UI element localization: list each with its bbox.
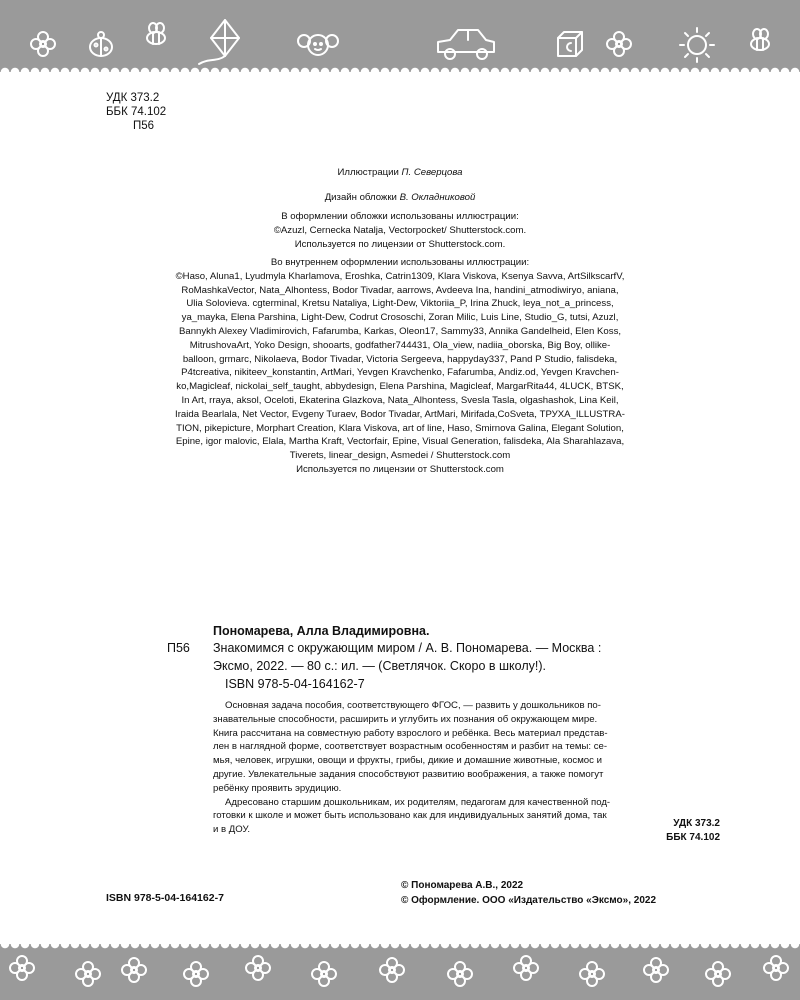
- car-icon: [438, 30, 494, 59]
- author-heading: Пономарева, Алла Владимировна.: [213, 624, 430, 638]
- annotation-line: знавательные способности, расширить и углубить их познания об окружающем мире.: [213, 713, 598, 725]
- cover-designer-name: В. Окладниковой: [399, 192, 476, 203]
- credit-line: Ulia Solovieva. cgterminal, Kretsu Nataliya, Light-Dew, Viktoriia_P, Irina Zhuck, leya_not_a_princess,: [186, 298, 614, 310]
- credit-line: Bannykh Alexey Vladimirovich, Fafarumba, Karkas, Oleon17, Sammy33, Annika Gandelheid, Elen Koss,: [178, 325, 622, 337]
- annotation-line: Книга рассчитана на совместную работу взрослого и ребёнка. Весь материал представ-: [213, 727, 608, 739]
- kite-icon: [199, 20, 239, 64]
- cover-design-credit: [150, 191, 650, 205]
- cover-design-label: Дизайн обложки: [324, 192, 400, 203]
- classification-codes-top: [106, 91, 166, 133]
- bee-icon: [751, 29, 769, 50]
- bbk-code: ББК 74.102: [666, 832, 720, 843]
- flower-icon: [246, 956, 270, 980]
- copyright-design: © Оформление. ООО «Издательство «Эксмо», 2022: [401, 895, 657, 906]
- author-sign-code: П56: [167, 641, 190, 655]
- ladybug-icon: [90, 32, 112, 56]
- bbk-code: ББК 74.102: [106, 106, 167, 118]
- credit-line: ©Haso, Aluna1, Lyudmyla Kharlamova, Eroshka, Catrin1309, Klara Viskova, Ksenya Savva, ArtSilkscarfV,: [175, 270, 625, 282]
- credit-line: Во внутреннем оформлении использованы иллюстрации:: [270, 257, 530, 268]
- illustrations-label: Иллюстрации: [337, 167, 402, 178]
- credit-line: В оформлении обложки использованы иллюстрации:: [281, 211, 519, 222]
- credit-line: RoMashkaVector, Nata_Alhontess, Bodor Tivadar, aarrows, Avdeeva Ina, handini_atmodiwiryo, aniana,: [181, 284, 619, 296]
- flower-icon: [580, 962, 604, 986]
- udk-code: УДК 373.2: [673, 818, 720, 829]
- illustrations-credit: [150, 166, 650, 180]
- flower-icon: [10, 956, 34, 980]
- flower-icon: [31, 32, 55, 56]
- credit-line: Используется по лицензии от Shutterstock.com.: [294, 238, 506, 250]
- annotation-line: лен в наглядной форме, соответствует возрастным особенностям и разбит на темы: се-: [213, 741, 608, 753]
- flower-icon: [448, 962, 472, 986]
- footer-doodles: [0, 944, 800, 1000]
- flower-icon: [76, 962, 100, 986]
- block-icon: [558, 32, 582, 56]
- flower-icon: [607, 32, 631, 56]
- copyright-author: © Пономарева А.В., 2022: [401, 880, 524, 891]
- flower-icon: [184, 962, 208, 986]
- copyright-block: [401, 878, 656, 908]
- illustrator-name: П. Северцова: [401, 167, 463, 178]
- annotation-line: и в ДОУ.: [213, 824, 251, 836]
- credit-line: Epine, igor malovic, Elala, Martha Kraft, Vectorfair, Epine, Visual Generation, falisdeka, Ala Sharahlazava,: [175, 436, 625, 448]
- flower-icon: [514, 956, 538, 980]
- footer-decorative-band: [0, 944, 800, 1000]
- annotation-line: Адресовано старшим дошкольникам, их родителям, педагогам для качественной под-: [225, 796, 611, 808]
- sun-icon: [680, 28, 714, 62]
- credit-line: ko,Magicleaf, nickolai_self_taught, abbydesign, Elena Parshina, Magicleaf, MargarRita44, 4LUCK, BTSK,: [176, 381, 624, 393]
- doll-icon: [298, 35, 338, 55]
- credit-line: ©Azuzl, Cernecka Natalja, Vectorpocket/ Shutterstock.com.: [273, 224, 527, 236]
- credit-line: Tiverets, linear_design, Asmedei / Shutterstock.com: [289, 450, 511, 462]
- credit-line: In Art, rraya, aksol, Oceloti, Ekaterina Glazkova, Nata_Alhontess, Svesla Tasla, olgashashok, Lina Keil,: [181, 394, 619, 406]
- annotation: [213, 699, 721, 837]
- flower-icon: [122, 958, 146, 982]
- udk-code: УДК 373.2: [106, 92, 160, 104]
- bibliographic-description: [213, 639, 721, 675]
- isbn-footer: ISBN 978-5-04-164162-7: [106, 892, 224, 904]
- classification-codes-bottom: [666, 817, 720, 845]
- credit-line: TION, pikepicture, Morphart Creation, Klara Viskova, art of line, Haso, Smirnova Galina, Elegant Solution,: [176, 422, 624, 434]
- annotation-line: другие. Увлекательные задания способствуют развитию воображения, а также помогут: [213, 768, 604, 780]
- annotation-line: мья, человек, игрушки, овощи и фрукты, грибы, дикие и домашние животные, космос и: [213, 755, 602, 767]
- isbn-number: ISBN 978-5-04-164162-7: [225, 677, 365, 691]
- flower-icon: [644, 958, 668, 982]
- flower-icon: [380, 958, 404, 982]
- header-doodles: [0, 0, 800, 72]
- credit-line: MitrushovaArt, Yoko Design, shooarts, godfather744431, Ola_view, nadiia_oborska, Big Boy, ollike-: [189, 339, 611, 351]
- annotation-line: ребёнку проявить эрудицию.: [213, 782, 342, 794]
- author-sign-code: П56: [133, 120, 155, 132]
- header-scallop-edge: [0, 64, 800, 72]
- annotation-line: готовки к школе и может быть использовано как для индивидуальных занятий дома, так: [213, 810, 607, 822]
- flower-icon: [312, 962, 336, 986]
- credit-line: Iraida Bearlala, Net Vector, Evgeny Turaev, Bodor Tivadar, ArtMari, Mirifada,CoSveta, ТРУХА_ILLUSTRA-: [175, 408, 625, 420]
- description-line: Знакомимся с окружающим миром / А. В. Пономарева. — Москва :: [213, 641, 602, 655]
- inner-illustrations-credit: [150, 256, 650, 477]
- flower-icon: [706, 962, 730, 986]
- credit-line: Используется по лицензии от Shutterstock.com: [296, 463, 504, 475]
- annotation-line: Основная задача пособия, соответствующего ФГОС, — развить у дошкольников по-: [225, 700, 601, 711]
- bee-icon: [147, 23, 165, 44]
- credit-line: ya_mayka, Elena Parshina, Light-Dew, Codrut Crososchi, Zoran Milic, Luis Line, Studio_G, tutsi, Azuzl,: [181, 312, 619, 324]
- flower-icon: [764, 956, 788, 980]
- description-line: Эксмо, 2022. — 80 с.: ил. — (Светлячок. Скоро в школу!).: [213, 659, 546, 673]
- credit-line: balloon, grmarc, Nikolaeva, Bodor Tivadar, Victoria Sergeeva, happyday337, Pand P Studio, falisdeka,: [182, 353, 618, 365]
- cover-illustrations-credit: [150, 210, 650, 251]
- credit-line: P4tcreativa, nikiteev_konstantin, ArtMari, Yevgen Kravchenko, Fafarumba, Andiz.od, Yevgen Kravchen-: [181, 367, 619, 379]
- header-decorative-band: [0, 0, 800, 72]
